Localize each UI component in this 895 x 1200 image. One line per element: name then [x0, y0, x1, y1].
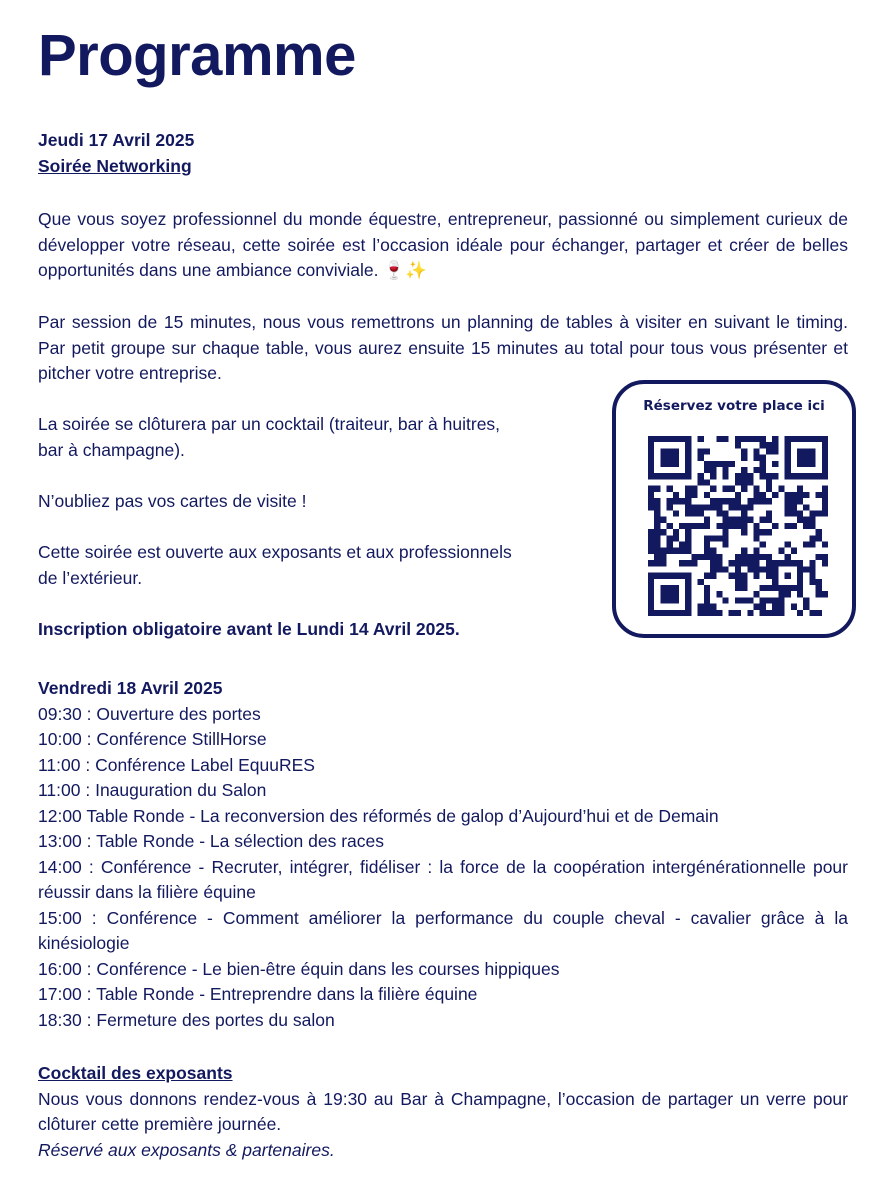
- schedule-item: 13:00 : Table Ronde - La sélection des races: [38, 831, 385, 851]
- networking-intro: Que vous soyez professionnel du monde équestre, entrepreneur, passionné ou simplement curieux de développer votre réseau, cette soirée est l’occasion idéale pour échanger, partager et créer de belles opportunités dans une ambiance conviviale. 🍷✨: [38, 209, 848, 280]
- schedule-item: 11:00 : Inauguration du Salon: [38, 780, 267, 800]
- schedule-item: 17:00 : Table Ronde - Entreprendre dans la filière équine: [38, 984, 478, 1004]
- schedule-list: [38, 702, 848, 1034]
- cocktail-title: Cocktail des exposants: [38, 1063, 233, 1083]
- schedule-item: 14:00 : Conférence - Recruter, intégrer, fidéliser : la force de la coopération intergénérationnelle pour réussir dans la filière équine: [38, 856, 848, 902]
- schedule-item: 11:00 : Conférence Label EquuRES: [38, 754, 315, 775]
- qr-caption: Réservez votre place ici: [643, 398, 825, 414]
- networking-cocktail: [38, 412, 500, 463]
- schedule-item: 18:30 : Fermeture des portes du salon: [38, 1009, 335, 1030]
- page-title: Programme: [38, 23, 356, 88]
- qr-code-icon[interactable]: [648, 436, 828, 616]
- business-cards-reminder: N’oubliez pas vos cartes de visite !: [38, 491, 307, 511]
- cocktail-note: Réservé aux exposants & partenaires.: [38, 1139, 335, 1160]
- day2-section: [38, 676, 848, 1033]
- qr-card[interactable]: [612, 380, 856, 638]
- schedule-item: 12:00 Table Ronde - La reconversion des réformés de galop d’Aujourd’hui et de Demain: [38, 805, 719, 826]
- networking-title: Soirée Networking: [38, 155, 192, 176]
- registration-deadline: Inscription obligatoire avant le Lundi 14 Avril 2025.: [38, 619, 460, 639]
- schedule-item: 10:00 : Conférence StillHorse: [38, 729, 267, 749]
- cocktail-line-2: bar à champagne).: [38, 439, 185, 460]
- cocktail-section: [38, 1061, 848, 1163]
- audience-line-1: Cette soirée est ouverte aux exposants et aux professionnels: [38, 542, 512, 562]
- audience-line-2: de l’extérieur.: [38, 567, 143, 588]
- networking-sessions: Par session de 15 minutes, nous vous remettrons un planning de tables à visiter en suivant le timing. Par petit groupe sur chaque table, vous aurez ensuite 15 minutes au total pour tous vous présenter et pitcher votre entreprise.: [38, 312, 848, 383]
- day1-date: Jeudi 17 Avril 2025: [38, 130, 195, 150]
- day1-header: [38, 128, 194, 179]
- schedule-item: 09:30 : Ouverture des portes: [38, 703, 261, 724]
- networking-audience: [38, 540, 512, 591]
- cocktail-line-1: La soirée se clôturera par un cocktail (traiteur, bar à huitres,: [38, 414, 501, 434]
- schedule-item: 16:00 : Conférence - Le bien-être équin dans les courses hippiques: [38, 958, 560, 979]
- schedule-item: 15:00 : Conférence - Comment améliorer la performance du couple cheval - cavalier grâce à la kinésiologie: [38, 907, 848, 953]
- day2-date: Vendredi 18 Avril 2025: [38, 678, 223, 698]
- cocktail-text: Nous vous donnons rendez-vous à 19:30 au Bar à Champagne, l’occasion de partager un verre pour clôturer cette première journée.: [38, 1088, 848, 1134]
